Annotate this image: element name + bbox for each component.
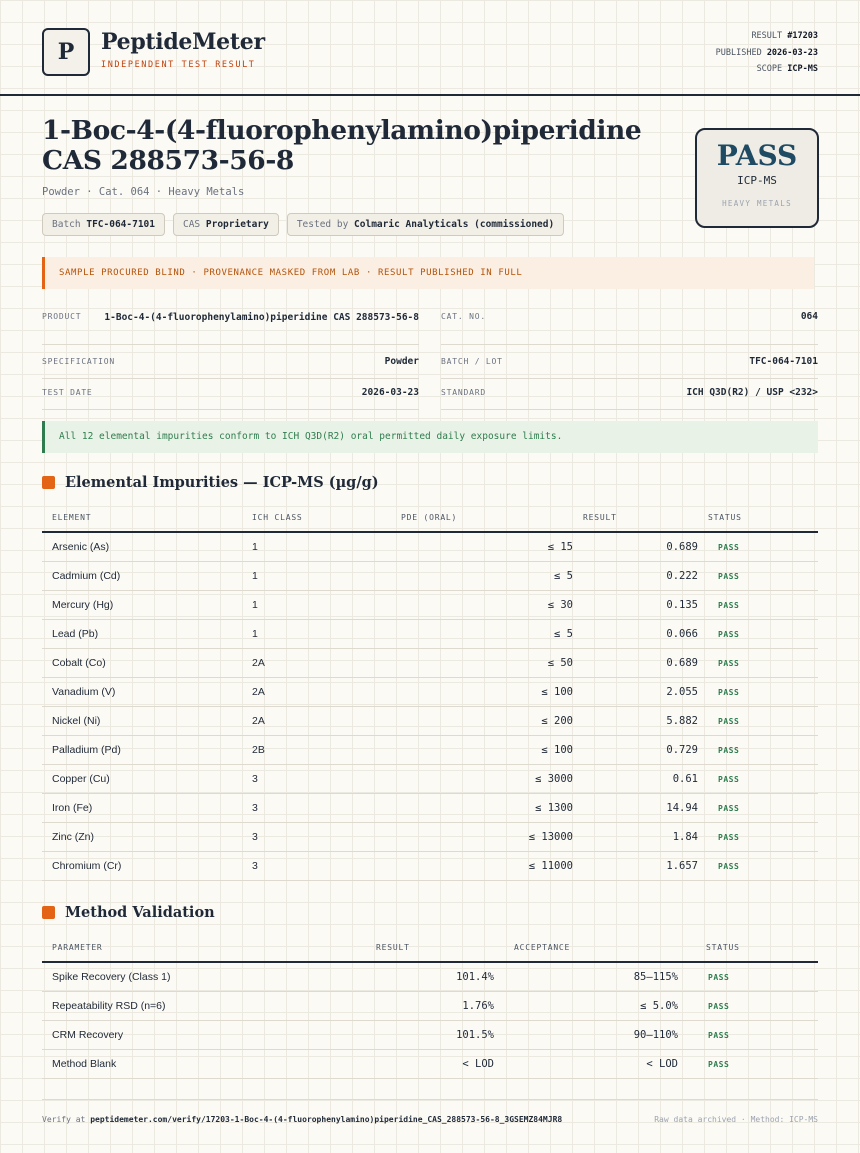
pde-limit: ≤ 5: [367, 562, 583, 591]
ich-class: 3: [242, 852, 367, 881]
pde-limit: ≤ 30: [367, 591, 583, 620]
spec-batch-value: TFC-064-7101: [749, 356, 818, 367]
ich-class: 2A: [242, 707, 367, 736]
footer-divider: [42, 1099, 818, 1100]
pde-limit: ≤ 200: [367, 707, 583, 736]
result-value: 0.689: [583, 532, 708, 562]
element-name: Nickel (Ni): [42, 707, 242, 736]
element-name: Iron (Fe): [42, 794, 242, 823]
published-label: PUBLISHED: [715, 47, 762, 58]
status-badge: PASS: [708, 852, 818, 881]
ich-class: 1: [242, 620, 367, 649]
spec-test-date-value: 2026-03-23: [361, 387, 419, 398]
element-name: Cobalt (Co): [42, 649, 242, 678]
validation-header-row: [42, 933, 818, 962]
status-badge: PASS: [688, 992, 818, 1021]
ich-class: 3: [242, 794, 367, 823]
table-row: [42, 852, 818, 881]
spec-standard-label: STANDARD: [441, 388, 486, 397]
status-badge: PASS: [688, 962, 818, 992]
cas-chip-label: CAS: [182, 219, 201, 230]
product-subtitle: Powder · Cat. 064 · Heavy Metals: [42, 186, 245, 198]
ich-class: 2B: [242, 736, 367, 765]
cas-chip-value: Proprietary: [205, 219, 269, 230]
table-row: [42, 1050, 818, 1079]
ich-class: 3: [242, 823, 367, 852]
ich-class: 1: [242, 591, 367, 620]
pass-stamp: [695, 128, 819, 228]
result-value: 0.729: [583, 736, 708, 765]
impurities-header-row: [42, 503, 818, 532]
table-row: [42, 532, 818, 562]
impurities-heading-text: Elemental Impurities — ICP-MS (µg/g): [65, 474, 379, 491]
status-badge: PASS: [688, 1050, 818, 1079]
col-element: ELEMENT: [42, 503, 242, 532]
table-row: [42, 765, 818, 794]
validation-result: 101.4%: [312, 962, 504, 992]
verify-footer: [42, 1115, 562, 1124]
cas-chip: [173, 213, 279, 236]
ich-class: 2A: [242, 678, 367, 707]
status-badge: PASS: [708, 620, 818, 649]
result-id: #17203: [787, 31, 818, 41]
spec-cat-value: 064: [800, 311, 818, 322]
element-name: Cadmium (Cd): [42, 562, 242, 591]
verify-label: Verify at: [42, 1115, 86, 1124]
validation-result: 101.5%: [312, 1021, 504, 1050]
tested-by-chip-value: Colmaric Analyticals (commissioned): [354, 219, 555, 230]
pde-limit: ≤ 100: [367, 736, 583, 765]
pde-limit: ≤ 5: [367, 620, 583, 649]
element-name: Palladium (Pd): [42, 736, 242, 765]
blind-sample-banner: SAMPLE PROCURED BLIND · PROVENANCE MASKED FROM LAB · RESULT PUBLISHED IN FULL: [42, 257, 814, 289]
status-badge: PASS: [708, 794, 818, 823]
pde-limit: ≤ 1300: [367, 794, 583, 823]
status-badge: PASS: [708, 649, 818, 678]
result-value: 0.689: [583, 649, 708, 678]
pde-limit: ≤ 50: [367, 649, 583, 678]
verify-link[interactable]: peptidemeter.com/verify/17203-1-Boc-4-(4-fluorophenylamino)piperidine_CAS_288573-56-8_3GSEMZ84MJR8: [90, 1115, 563, 1124]
col-v-status: STATUS: [688, 933, 818, 962]
table-row: [42, 992, 818, 1021]
acceptance-range: < LOD: [504, 1050, 688, 1079]
table-row: [42, 707, 818, 736]
validation-table: [42, 933, 818, 1079]
col-ich-class: ICH CLASS: [242, 503, 367, 532]
ich-class: 1: [242, 532, 367, 562]
pde-limit: ≤ 3000: [367, 765, 583, 794]
table-row: [42, 962, 818, 992]
ich-class: 1: [242, 562, 367, 591]
spec-test-date: [42, 378, 419, 410]
conformance-banner: All 12 elemental impurities conform to ICH Q3D(R2) oral permitted daily exposure limits.: [42, 421, 818, 453]
validation-result: 1.76%: [312, 992, 504, 1021]
batch-chip: [42, 213, 165, 236]
col-result: RESULT: [583, 503, 708, 532]
result-value: 0.066: [583, 620, 708, 649]
brand-subtitle: INDEPENDENT TEST RESULT: [101, 60, 256, 70]
spec-batch: [441, 347, 818, 379]
validation-result: < LOD: [312, 1050, 504, 1079]
published-date: 2026-03-23: [766, 47, 818, 58]
validation-heading: [42, 904, 215, 921]
spec-specification: [42, 347, 419, 379]
element-name: Vanadium (V): [42, 678, 242, 707]
table-row: [42, 620, 818, 649]
scope-value: ICP-MS: [787, 64, 818, 74]
spec-product-label: PRODUCT: [42, 312, 82, 321]
parameter-name: Repeatability RSD (n=6): [42, 992, 312, 1021]
header-divider: [0, 94, 860, 96]
section-marker-icon: [42, 906, 55, 919]
table-row: [42, 823, 818, 852]
element-name: Mercury (Hg): [42, 591, 242, 620]
spec-product-value: 1-Boc-4-(4-fluorophenylamino)piperidine CAS 288573-56-8: [104, 312, 419, 323]
status-badge: PASS: [708, 736, 818, 765]
pde-limit: ≤ 100: [367, 678, 583, 707]
table-row: [42, 562, 818, 591]
table-row: [42, 649, 818, 678]
result-value: 0.222: [583, 562, 708, 591]
status-badge: PASS: [708, 532, 818, 562]
status-badge: PASS: [708, 562, 818, 591]
stamp-panel: HEAVY METALS: [722, 199, 792, 208]
status-badge: PASS: [708, 765, 818, 794]
pde-limit: ≤ 13000: [367, 823, 583, 852]
result-value: 14.94: [583, 794, 708, 823]
table-row: [42, 736, 818, 765]
brand-name: PeptideMeter: [101, 29, 265, 55]
col-status: STATUS: [708, 503, 818, 532]
validation-heading-text: Method Validation: [65, 904, 215, 921]
element-name: Lead (Pb): [42, 620, 242, 649]
spec-cat: [441, 302, 818, 345]
spec-standard: [441, 378, 818, 410]
status-badge: PASS: [708, 823, 818, 852]
col-v-result: RESULT: [312, 933, 504, 962]
parameter-name: Method Blank: [42, 1050, 312, 1079]
product-chips: [42, 213, 564, 236]
col-acceptance: ACCEPTANCE: [504, 933, 688, 962]
status-badge: PASS: [708, 707, 818, 736]
table-row: [42, 678, 818, 707]
acceptance-range: 85–115%: [504, 962, 688, 992]
page-title: 1-Boc-4-(4-fluorophenylamino)piperidine CAS 288573-56-8: [42, 115, 642, 176]
stamp-verdict: PASS: [716, 139, 798, 172]
status-badge: PASS: [708, 591, 818, 620]
spec-batch-label: BATCH / LOT: [441, 357, 503, 366]
result-value: 0.61: [583, 765, 708, 794]
brand-logo: P: [42, 28, 90, 76]
result-value: 2.055: [583, 678, 708, 707]
impurities-heading: [42, 474, 379, 491]
spec-cat-label: CAT. NO.: [441, 312, 486, 321]
result-id-label: RESULT: [751, 31, 783, 41]
tested-by-chip-label: Tested by: [296, 219, 349, 230]
parameter-name: CRM Recovery: [42, 1021, 312, 1050]
section-marker-icon: [42, 476, 55, 489]
acceptance-range: 90–110%: [504, 1021, 688, 1050]
spec-specification-value: Powder: [384, 356, 419, 367]
result-value: 1.84: [583, 823, 708, 852]
result-value: 5.882: [583, 707, 708, 736]
ich-class: 2A: [242, 649, 367, 678]
ich-class: 3: [242, 765, 367, 794]
tested-by-chip: [287, 213, 564, 236]
element-name: Copper (Cu): [42, 765, 242, 794]
result-value: 0.135: [583, 591, 708, 620]
element-name: Arsenic (As): [42, 532, 242, 562]
spec-product: [42, 302, 419, 345]
batch-chip-label: Batch: [52, 219, 81, 230]
element-name: Chromium (Cr): [42, 852, 242, 881]
batch-chip-value: TFC-064-7101: [86, 219, 155, 230]
result-meta: [716, 28, 818, 78]
status-badge: PASS: [708, 678, 818, 707]
spec-specification-label: SPECIFICATION: [42, 357, 116, 366]
acceptance-range: ≤ 5.0%: [504, 992, 688, 1021]
pde-limit: ≤ 15: [367, 532, 583, 562]
pde-limit: ≤ 11000: [367, 852, 583, 881]
scope-label: SCOPE: [756, 64, 783, 74]
table-row: [42, 1021, 818, 1050]
spec-standard-value: ICH Q3D(R2) / USP <232>: [686, 387, 818, 398]
status-badge: PASS: [688, 1021, 818, 1050]
impurities-table: [42, 503, 818, 881]
col-pde: PDE (ORAL): [367, 503, 583, 532]
col-parameter: PARAMETER: [42, 933, 312, 962]
archive-note: Raw data archived · Method: ICP-MS: [654, 1115, 818, 1124]
spec-test-date-label: TEST DATE: [42, 388, 93, 397]
table-row: [42, 794, 818, 823]
parameter-name: Spike Recovery (Class 1): [42, 962, 312, 992]
stamp-method: ICP-MS: [737, 174, 777, 187]
result-value: 1.657: [583, 852, 708, 881]
element-name: Zinc (Zn): [42, 823, 242, 852]
table-row: [42, 591, 818, 620]
